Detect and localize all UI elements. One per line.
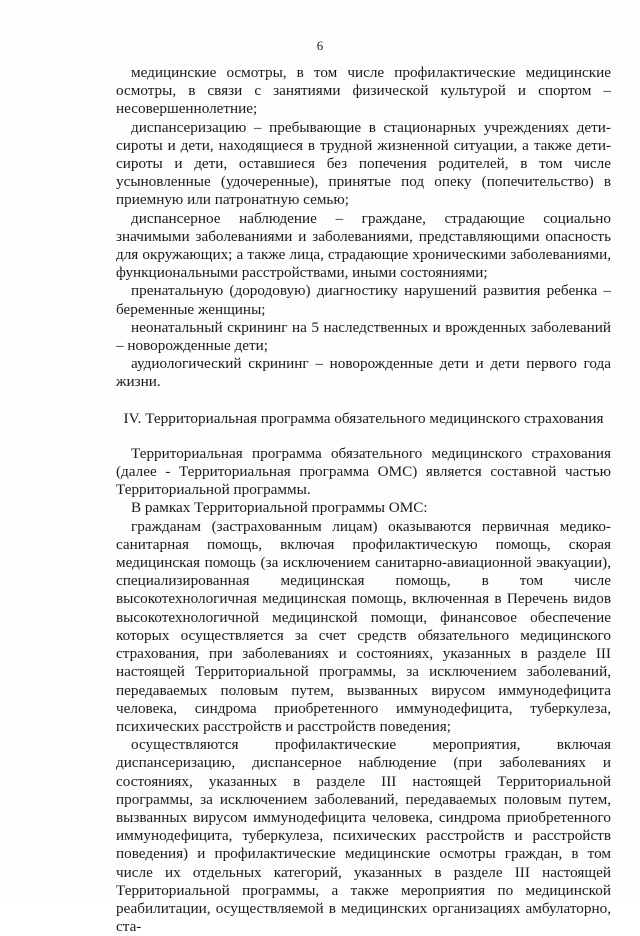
paragraph-neonatal-screening: неонатальный скрининг на 5 наследственных и врожденных заболеваний – новорожденные дети; (116, 318, 611, 355)
section-heading: IV. Территориальная программа обязательного медицинского страхования (123, 409, 604, 427)
paragraph-oms-scope: В рамках Территориальной программы ОМС: (131, 499, 428, 517)
document-body (116, 64, 611, 936)
paragraph-medical-checkups: медицинские осмотры, в том числе профилактические медицинские осмотры, в связи с занятиями физической культурой и спортом – несовершеннолетние; (116, 64, 611, 118)
paragraph-oms-prevention: осуществляются профилактические мероприятия, включая диспансеризацию, диспансерное наблюдение (при заболеваниях и состояниях, указанных в разделе III настоящей Территориальной программы, за исключением заболеваний, передаваемых половым путем, вызванных вирусом иммунодефицита человека, синдрома приобретенного иммунодефицита, туберкулеза, психических расстройств и расстройств поведения) и профилактические медицинские осмотры граждан, в том числе их отдельных категорий, указанных в разделе III настоящей Территориальной программы, а также мероприятия по медицинской реабилитации, осуществляемой в медицинских организациях амбулаторно, ста- (116, 736, 611, 936)
paragraph-prenatal-diagnostics: пренатальную (дородовую) диагностику нарушений развития ребенка – беременные женщины; (116, 282, 611, 318)
paragraph-oms-intro: Территориальная программа обязательного медицинского страхования (далее - Территориальная программа ОМС) является составной частью Территориальной программы. (116, 444, 611, 499)
paragraph-dispanserization: диспансеризацию – пребывающие в стационарных учреждениях дети-сироты и дети, находящиеся в трудной жизненной ситуации, а также дети-сироты и дети, оставшиеся без попечения родителей, в том числе усыновленные (удочеренные), принятые под опеку (попечительство) в приемную или патронатную семью; (116, 118, 611, 209)
paragraph-audiological-screening: аудиологический скрининг – новорожденные дети и дети первого года жизни. (116, 355, 611, 391)
page-number: 6 (316, 38, 324, 53)
paragraph-dispensary-observation: диспансерное наблюдение – граждане, страдающие социально значимыми заболеваниями и заболеваниями, представляющими опасность для окружающих; а также лица, страдающие хроническими заболеваниями, функциональными расстройствами, иными состояниями; (116, 209, 611, 282)
paragraph-oms-care: гражданам (застрахованным лицам) оказываются первичная медико-санитарная помощь, включая профилактическую помощь, скорая медицинская помощь (за исключением санитарно-авиационной эвакуации), специализированная медицинская помощь, в том числе высокотехнологичная медицинская помощь, включенная в Перечень видов высокотехнологичной медицинской помощи, финансовое обеспечение которых осуществляется за счет средств обязательного медицинского страхования, при заболеваниях и состояниях, указанных в разделе III настоящей Территориальной программы, за исключением заболеваний, передаваемых половым путем, вызванных вирусом иммунодефицита человека, синдрома приобретенного иммунодефицита, туберкулеза, психических расстройств и расстройств поведения; (116, 517, 611, 735)
